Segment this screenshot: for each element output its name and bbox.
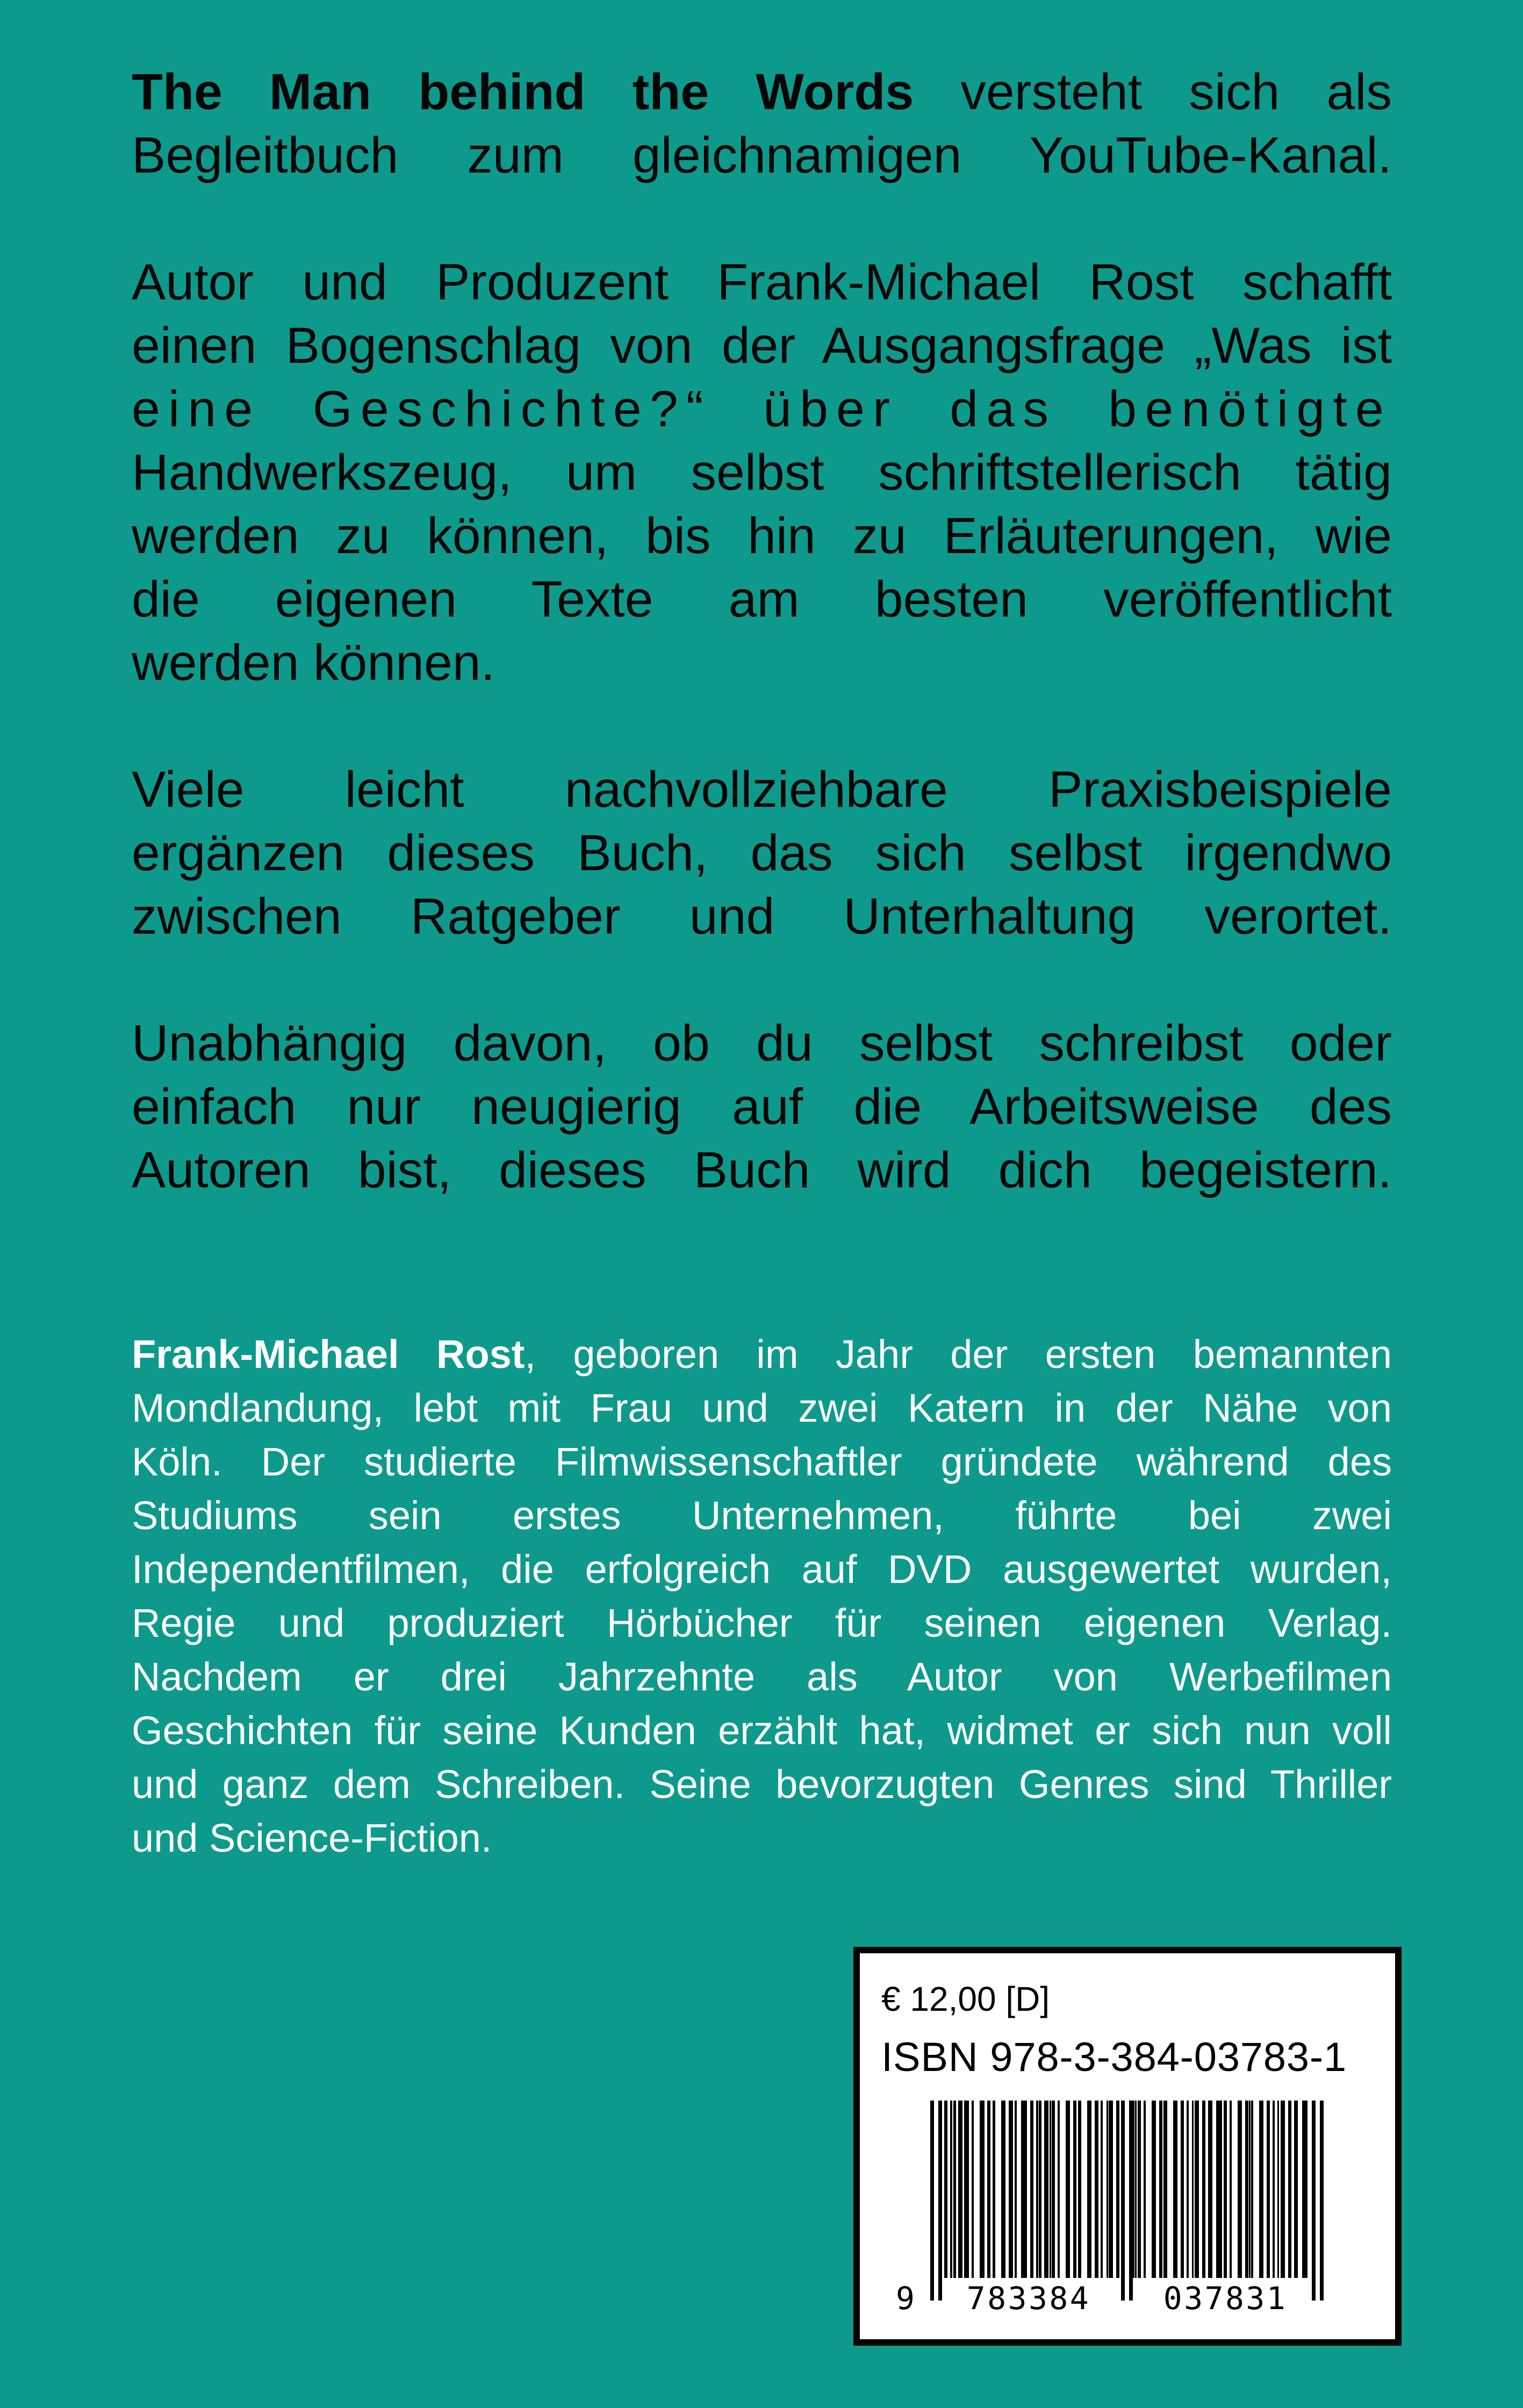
text-line: Autor und Produzent Frank-Michael Rost schafft [132,254,1392,311]
blurb-p1-line1 [132,60,1392,124]
bio-line1 [132,1328,1392,1381]
blurb-paragraph-4 [132,1012,1392,1202]
text-line: Mondlandung, lebt mit Frau und zwei Katern in der Nähe von [132,1386,1392,1430]
text-line: Geschichten für seine Kunden erzählt hat, widmet er sich nun voll [132,1708,1392,1753]
ean-barcode [896,2101,1324,2326]
text-line: Regie und produziert Hörbücher für seinen eigenen Verlag. [132,1601,1392,1645]
blurb-paragraph-2 [132,250,1392,694]
text-line: Köln. Der studierte Filmwissenschaftler gründete während des [132,1439,1392,1484]
bio-line1-rest: , geboren im Jahr der ersten bemannten [525,1332,1392,1377]
barcode-guard-middle [1121,2101,1133,2300]
barcode-digits-right-group: 037831 [1163,2280,1288,2317]
price-isbn-box [853,1947,1402,2346]
blurb-section [132,60,1392,1202]
text-line: Begleitbuch zum gleichnamigen YouTube-Kanal. [132,127,1392,184]
author-bio-paragraph [132,1328,1392,1865]
barcode-guard-left [930,2101,942,2300]
price-label: € 12,00 [D] [881,1980,1050,2018]
text-line: Studiums sein erstes Unternehmen, führte bei zwei [132,1493,1392,1538]
book-title: The Man behind the Words [132,63,914,120]
text-line: ergänzen dieses Buch, das sich selbst irgendwo [132,825,1392,882]
text-line: Autoren bist, dieses Buch wird dich begeistern. [132,1142,1392,1199]
author-bio-section [132,1328,1392,1865]
text-line: die eigenen Texte am besten veröffentlicht [132,571,1392,628]
text-line: und Science-Fiction. [132,1816,492,1860]
text-line: Independentfilmen, die erfolgreich auf DVD ausgewertet wurden, [132,1547,1392,1592]
blurb-p1-line1-rest: versteht sich als [914,63,1392,120]
text-line: einen Bogenschlag von der Ausgangsfrage „Was ist [132,317,1392,374]
text-line: Handwerkszeug, um selbst schriftstellerisch tätig [132,444,1392,501]
text-line: Nachdem er drei Jahrzehnte als Autor von Werbefilmen [132,1654,1392,1699]
text-line: werden können. [132,634,495,691]
barcode-digits-left-group: 783384 [966,2280,1091,2317]
barcode-digit-leading: 9 [896,2280,915,2317]
text-line: Unabhängig davon, ob du selbst schreibst oder [132,1015,1392,1072]
barcode-guard-right [1312,2101,1324,2300]
author-name: Frank-Michael Rost [132,1332,525,1377]
isbn-label: ISBN 978-3-384-03783-1 [881,2034,1347,2080]
text-line: Viele leicht nachvollziehbare Praxisbeispiele [132,761,1392,818]
text-line: eine Geschichte?“ über das benötigte [132,381,1392,438]
blurb-paragraph-1 [132,60,1392,187]
barcode-digits [896,2281,1324,2316]
blurb-paragraph-3 [132,758,1392,948]
text-line: zwischen Ratgeber und Unterhaltung verortet. [132,888,1392,945]
text-line: einfach nur neugierig auf die Arbeitsweise des [132,1078,1392,1135]
text-line: und ganz dem Schreiben. Seine bevorzugten Genres sind Thriller [132,1762,1392,1807]
text-line: werden zu können, bis hin zu Erläuterungen, wie [132,507,1392,564]
